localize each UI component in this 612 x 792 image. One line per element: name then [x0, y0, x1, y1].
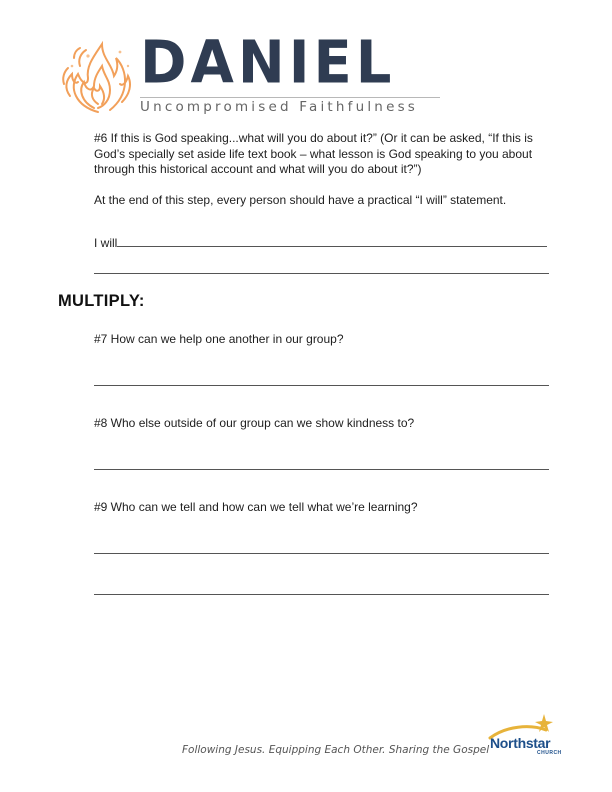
footer-church-name: Northstar — [490, 735, 551, 751]
question-9-text: #9 Who can we tell and how can we tell what we’re learning? — [94, 500, 418, 514]
answer-line[interactable] — [94, 385, 549, 386]
footer-church-label: CHURCH — [537, 750, 562, 756]
section-heading-multiply: MULTIPLY: — [58, 292, 145, 310]
footer-tagline: Following Jesus. Equipping Each Other. Sharing the Gospel — [182, 744, 490, 756]
title-divider — [140, 97, 440, 98]
i-will-row — [94, 236, 549, 250]
question-6-text: #6 If this is God speaking...what will you do about it?” (Or it can be asked, “If this is God’s specially set aside life text book – what lesson is God speaking to you about through this historical account and what will you do about it?”) — [94, 131, 533, 176]
page-title: DANIEL — [140, 28, 396, 97]
answer-line[interactable] — [94, 469, 549, 470]
i-will-label: I will — [94, 236, 118, 250]
i-will-answer-line[interactable] — [117, 236, 547, 247]
question-7-text: #7 How can we help one another in our group? — [94, 332, 344, 346]
answer-line[interactable] — [94, 594, 549, 595]
page-subtitle: Uncompromised Faithfulness — [140, 99, 419, 115]
answer-line[interactable] — [94, 553, 549, 554]
flame-icon — [58, 36, 138, 116]
answer-line[interactable] — [94, 273, 549, 274]
i-will-instruction: At the end of this step, every person should have a practical “I will” statement. — [94, 193, 507, 207]
question-8-text: #8 Who else outside of our group can we show kindness to? — [94, 416, 415, 430]
